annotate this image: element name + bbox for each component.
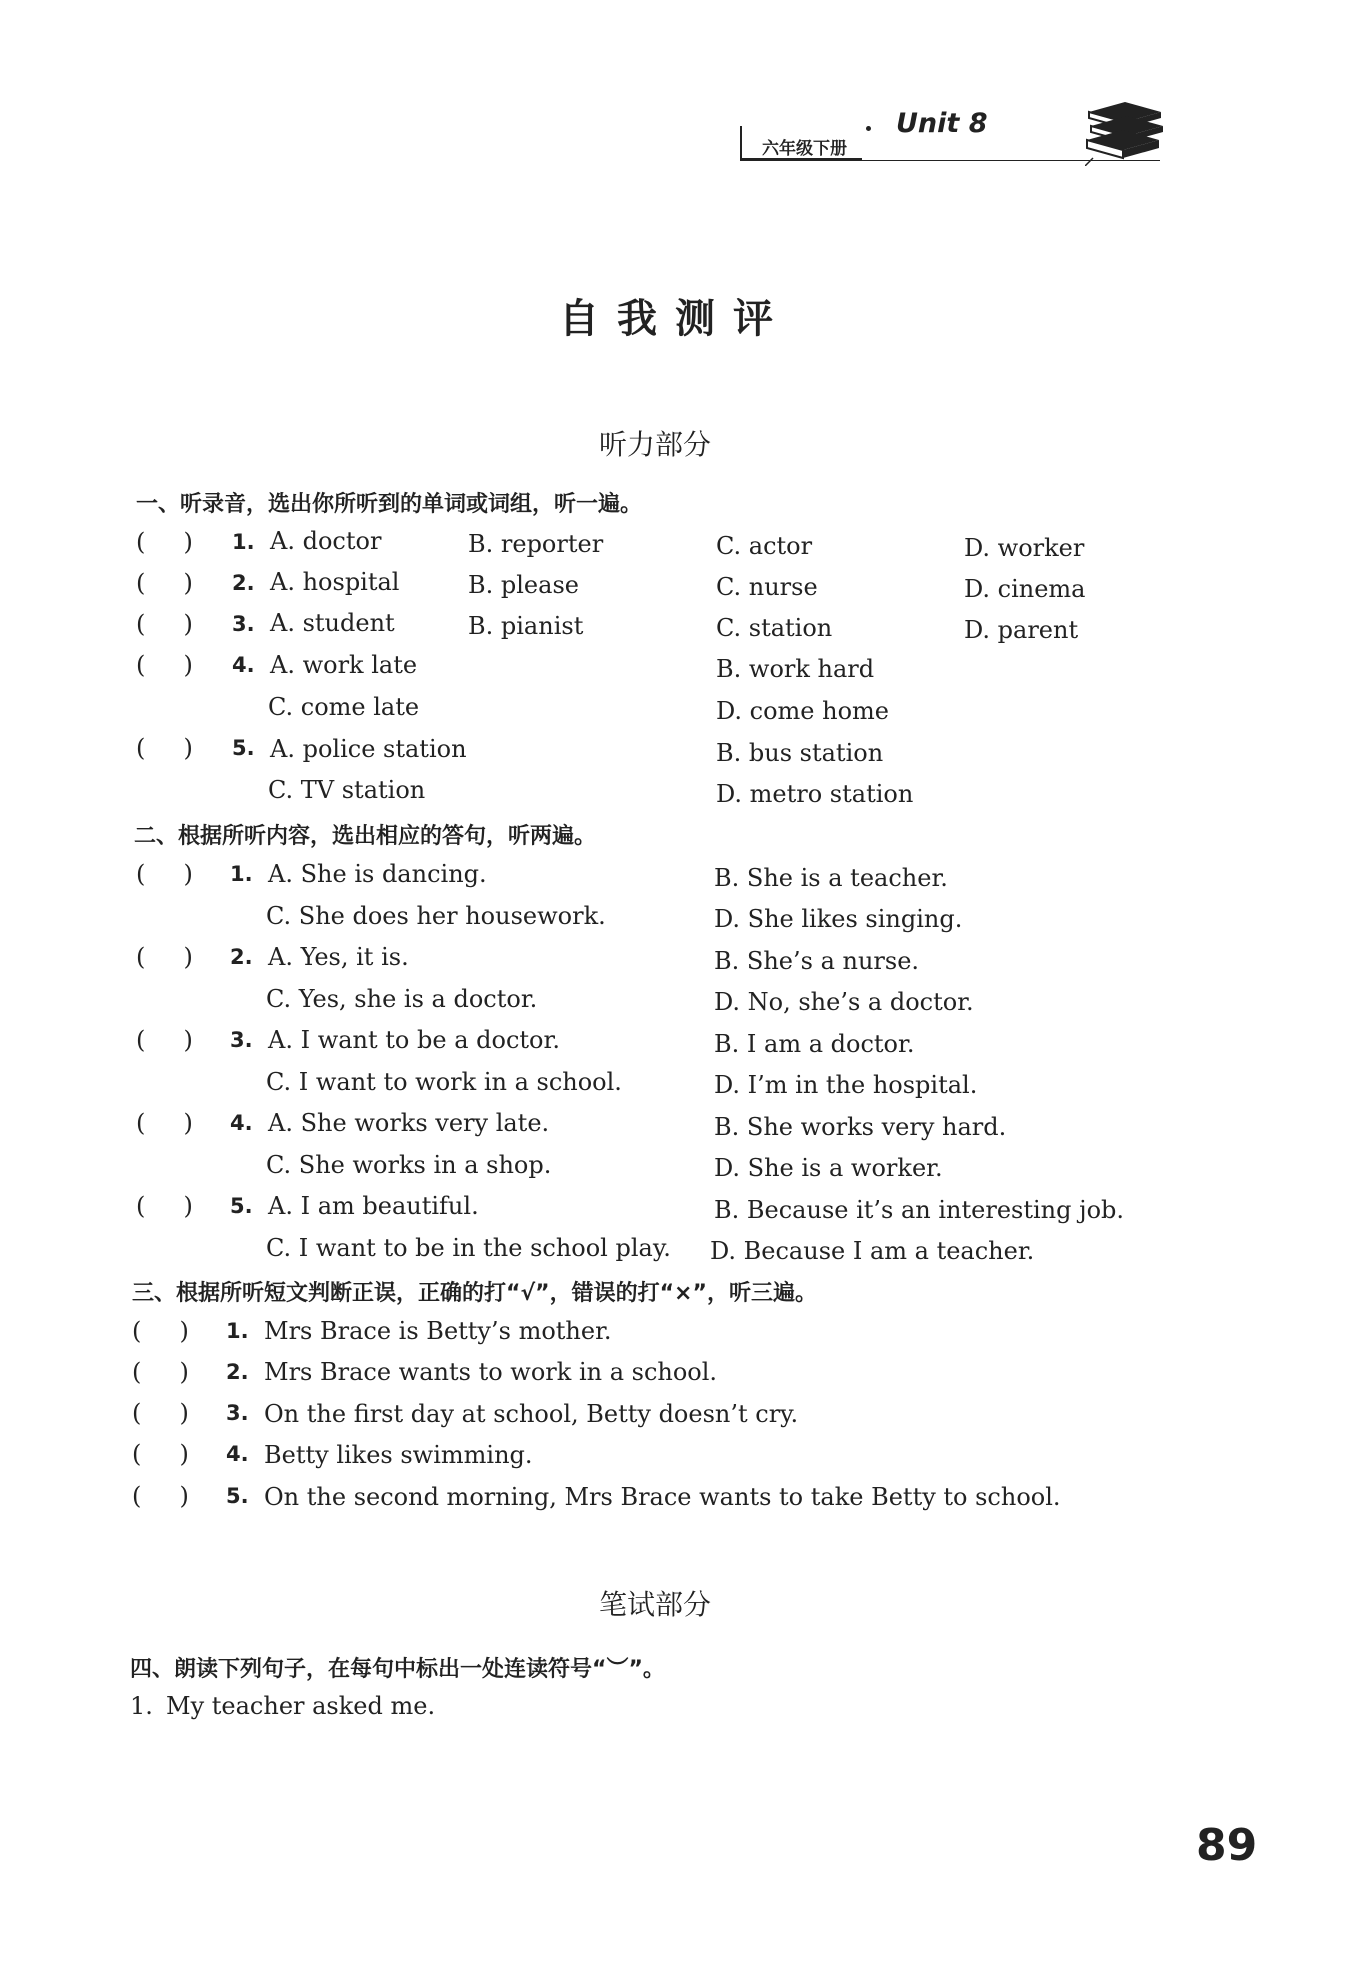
option-c: C. I want to work in a school. bbox=[266, 1068, 622, 1096]
page-number: 89 bbox=[1196, 1820, 1258, 1871]
item-number: 2. bbox=[232, 571, 255, 595]
section2-heading: 二、根据所听内容，选出相应的答句，听两遍。 bbox=[134, 824, 597, 849]
option-b: B. pianist bbox=[468, 612, 584, 640]
option-b: B. please bbox=[468, 571, 579, 599]
option-c: C. actor bbox=[716, 532, 813, 560]
answer-blank[interactable]: ( ) bbox=[136, 1109, 193, 1137]
statement-text: On the second morning, Mrs Brace wants to take Betty to school. bbox=[264, 1483, 1061, 1511]
header-unit: Unit 8 bbox=[896, 108, 988, 139]
answer-blank[interactable]: ( ) bbox=[136, 610, 193, 638]
item-number: 3. bbox=[230, 1028, 253, 1052]
item-number: 5. bbox=[232, 736, 255, 760]
item-number: 5. bbox=[226, 1484, 249, 1508]
option-d: D. I’m in the hospital. bbox=[714, 1071, 978, 1099]
answer-blank[interactable]: ( ) bbox=[132, 1358, 189, 1386]
option-d: D. worker bbox=[964, 534, 1085, 562]
option-d: D. metro station bbox=[716, 780, 914, 808]
option-a: A. I want to be a doctor. bbox=[268, 1026, 560, 1054]
statement-text: On the first day at school, Betty doesn’t cry. bbox=[264, 1400, 799, 1428]
answer-blank[interactable]: ( ) bbox=[136, 1026, 193, 1054]
option-d: D. No, she’s a doctor. bbox=[714, 988, 974, 1016]
option-d: D. Because I am a teacher. bbox=[710, 1237, 1035, 1265]
header-dot bbox=[866, 126, 871, 131]
option-b: B. work hard bbox=[716, 655, 875, 683]
option-b: B. reporter bbox=[468, 530, 604, 558]
statement-text: Mrs Brace wants to work in a school. bbox=[264, 1358, 718, 1386]
option-a: A. work late bbox=[270, 651, 418, 679]
option-a: A. She is dancing. bbox=[268, 860, 487, 888]
item-number: 4. bbox=[226, 1442, 249, 1466]
option-c: C. come late bbox=[268, 693, 420, 721]
answer-blank[interactable]: ( ) bbox=[132, 1482, 189, 1510]
page-title: 自我测评 bbox=[559, 296, 791, 342]
item-number: 1. bbox=[130, 1692, 153, 1720]
item-number: 2. bbox=[230, 945, 253, 969]
option-a: A. hospital bbox=[270, 568, 400, 596]
item-number: 4. bbox=[232, 653, 255, 677]
option-b: B. She’s a nurse. bbox=[714, 947, 920, 975]
header-grade: 六年级下册 bbox=[762, 139, 847, 159]
answer-blank[interactable]: ( ) bbox=[132, 1399, 189, 1427]
option-d: D. cinema bbox=[964, 575, 1086, 603]
option-c: C. TV station bbox=[268, 776, 426, 804]
option-d: D. She is a worker. bbox=[714, 1154, 943, 1182]
section4-heading: 四、朗读下列句子，在每句中标出一处连读符号“︶”。 bbox=[130, 1657, 665, 1682]
option-a: A. Yes, it is. bbox=[268, 943, 409, 971]
answer-blank[interactable]: ( ) bbox=[136, 528, 193, 556]
answer-blank[interactable]: ( ) bbox=[132, 1440, 189, 1468]
option-b: B. bus station bbox=[716, 739, 884, 767]
item-number: 2. bbox=[226, 1360, 249, 1384]
option-b: B. Because it’s an interesting job. bbox=[714, 1196, 1125, 1224]
writing-part-title: 笔试部分 bbox=[598, 1588, 711, 1621]
item-number: 3. bbox=[232, 612, 255, 636]
statement-text: Betty likes swimming. bbox=[264, 1441, 533, 1469]
option-b: B. She works very hard. bbox=[714, 1113, 1007, 1141]
option-d: D. parent bbox=[964, 616, 1079, 644]
statement-text: Mrs Brace is Betty’s mother. bbox=[264, 1317, 612, 1345]
section3-heading: 三、根据所听短文判断正误，正确的打“√”，错误的打“×”，听三遍。 bbox=[132, 1281, 817, 1306]
option-c: C. station bbox=[716, 614, 833, 642]
option-d: D. come home bbox=[716, 697, 889, 725]
answer-blank[interactable]: ( ) bbox=[136, 1192, 193, 1220]
option-c: C. I want to be in the school play. bbox=[266, 1234, 671, 1262]
option-a: A. student bbox=[270, 609, 395, 637]
option-b: B. She is a teacher. bbox=[714, 864, 948, 892]
item-number: 5. bbox=[230, 1194, 253, 1218]
item-number: 1. bbox=[232, 530, 255, 554]
sentence-text: My teacher asked me. bbox=[166, 1692, 436, 1720]
option-d: D. She likes singing. bbox=[714, 905, 963, 933]
option-c: C. She works in a shop. bbox=[266, 1151, 552, 1179]
answer-blank[interactable]: ( ) bbox=[136, 651, 193, 679]
option-a: A. I am beautiful. bbox=[268, 1192, 479, 1220]
answer-blank[interactable]: ( ) bbox=[132, 1317, 189, 1345]
option-c: C. Yes, she is a doctor. bbox=[266, 985, 538, 1013]
section1-heading: 一、听录音，选出你所听到的单词或词组，听一遍。 bbox=[136, 492, 643, 517]
option-c: C. She does her housework. bbox=[266, 902, 606, 930]
listening-part-title: 听力部分 bbox=[598, 428, 711, 461]
answer-blank[interactable]: ( ) bbox=[136, 860, 193, 888]
option-c: C. nurse bbox=[716, 573, 818, 601]
item-number: 1. bbox=[226, 1319, 249, 1343]
answer-blank[interactable]: ( ) bbox=[136, 943, 193, 971]
item-number: 1. bbox=[230, 862, 253, 886]
item-number: 4. bbox=[230, 1111, 253, 1135]
item-number: 3. bbox=[226, 1401, 249, 1425]
option-b: B. I am a doctor. bbox=[714, 1030, 915, 1058]
answer-blank[interactable]: ( ) bbox=[136, 569, 193, 597]
answer-blank[interactable]: ( ) bbox=[136, 734, 193, 762]
books-icon bbox=[1085, 98, 1165, 166]
option-a: A. police station bbox=[270, 735, 467, 763]
option-a: A. doctor bbox=[270, 527, 382, 555]
option-a: A. She works very late. bbox=[268, 1109, 550, 1137]
